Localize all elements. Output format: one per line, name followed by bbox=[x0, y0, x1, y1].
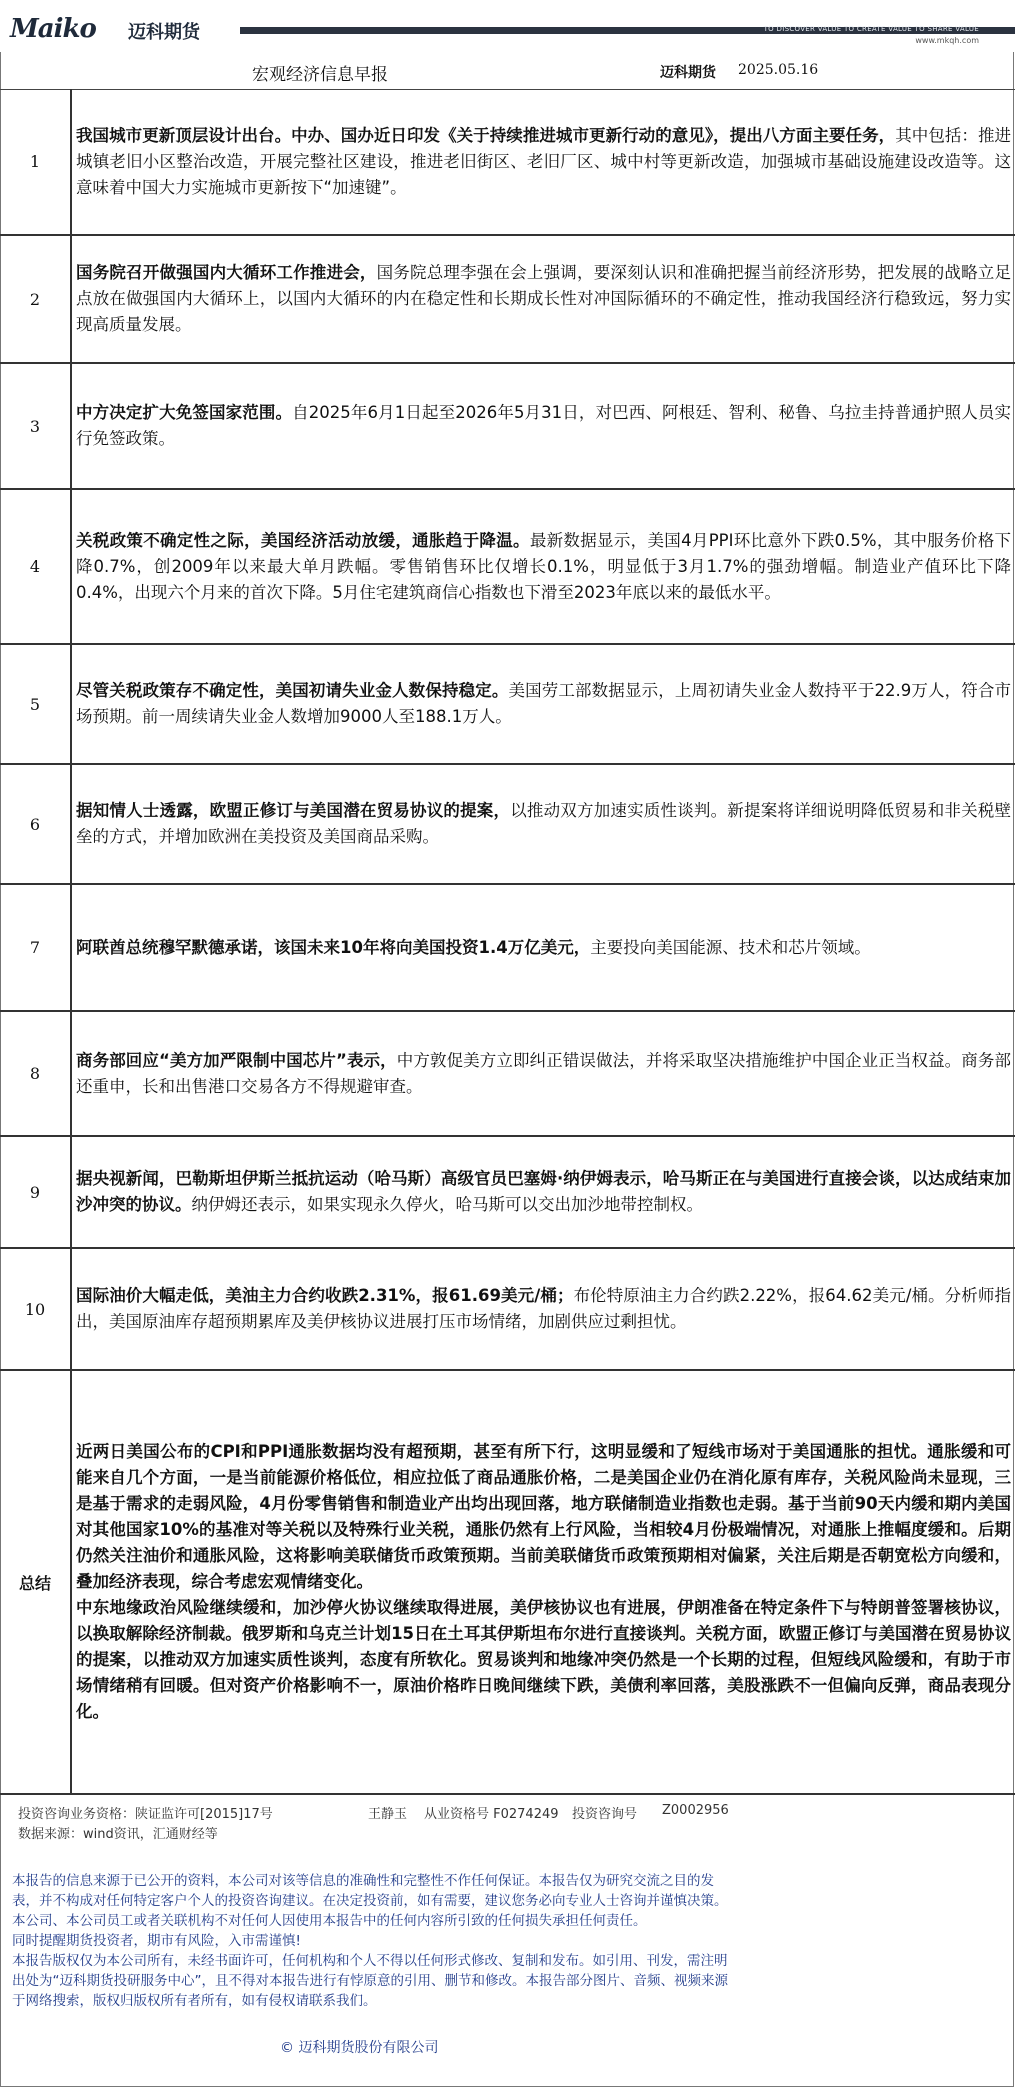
item-text bbox=[76, 678, 1011, 730]
item-number: 1 bbox=[0, 89, 72, 234]
advisory-label: 投资咨询号 bbox=[572, 1807, 638, 1822]
item-headline: 国际油价大幅走低，美油主力合约收跌2.31%，报61.69美元/桶； bbox=[76, 1286, 574, 1305]
item-number: 4 bbox=[0, 490, 72, 643]
item-headline: 中方决定扩大免签国家范围。 bbox=[76, 403, 293, 422]
item-text bbox=[76, 260, 1011, 338]
advisory-number: Z0002956 bbox=[662, 1803, 729, 1818]
news-item bbox=[0, 1249, 1015, 1371]
item-text bbox=[76, 1048, 1011, 1100]
item-number: 10 bbox=[0, 1249, 72, 1369]
logo-wordmark: Maiko bbox=[10, 14, 96, 44]
item-body: 纳伊姆还表示，如果实现永久停火，哈马斯可以交出加沙地带控制权。 bbox=[191, 1195, 703, 1214]
report-title-row bbox=[0, 52, 1015, 90]
news-item bbox=[0, 89, 1015, 236]
report-source: 迈科期货 bbox=[660, 65, 716, 81]
header-slogan: TO DISCOVER VALUE TO CREATE VALUE TO SHARE VALUE bbox=[763, 25, 979, 33]
summary-paragraph: 近两日美国公布的CPI和PPI通胀数据均没有超预期，甚至有所下行，这明显缓和了短线市场对于美国通胀的担忧。通胀缓和可能来自几个方面，一是当前能源价格低位，相应拉低了商品通胀价格，二是美国企业仍在消化原有库存，关税风险尚未显现，三是基于需求的走弱风险，4月份零售销售和制造业产出均出现回落，地方联储制造业指数也走弱。基于当前90天内缓和期内美国对其他国家10%的基准对等关税以及特殊行业关税，通胀仍然有上行风险，当相较4月份极端情况，对通胀上推幅度缓和。后期仍然关注油价和通胀风险，这将影响美联储货币政策预期。当前美联储货币政策预期相对偏紧，关注后期是否朝宽松方向缓和，叠加经济表现，综合考虑宏观情绪变化。 bbox=[76, 1442, 1011, 1591]
page-header bbox=[0, 0, 1015, 52]
news-item bbox=[0, 490, 1015, 645]
analyst-name: 王静玉 bbox=[368, 1807, 408, 1822]
item-headline: 据央视新闻，巴勒斯坦伊斯兰抵抗运动（哈马斯）高级官员巴塞姆·纳伊姆表示，哈马斯正在与美国进行直接会谈，以达成结束加沙冲突的协议。 bbox=[76, 1169, 1011, 1214]
item-number: 8 bbox=[0, 1012, 72, 1135]
logo-chinese-name: 迈科期货 bbox=[128, 22, 200, 43]
summary-row bbox=[0, 1371, 1015, 1795]
summary-label: 总结 bbox=[0, 1371, 72, 1793]
news-item bbox=[0, 236, 1015, 364]
item-text bbox=[76, 1166, 1011, 1218]
item-text bbox=[76, 528, 1011, 606]
news-item bbox=[0, 885, 1015, 1012]
item-text bbox=[76, 1283, 1011, 1335]
item-headline: 关税政策不确定性之际，美国经济活动放缓，通胀趋于降温。 bbox=[76, 530, 530, 550]
item-text bbox=[76, 935, 871, 961]
qualification-text: 投资咨询业务资格：陕证监许可[2015]17号 bbox=[18, 1807, 273, 1822]
news-item bbox=[0, 364, 1015, 490]
company-copyright: © 迈科期货股份有限公司 bbox=[280, 2040, 439, 2056]
item-headline: 阿联酋总统穆罕默德承诺，该国未来10年将向美国投资1.4万亿美元， bbox=[76, 937, 591, 957]
item-headline: 商务部回应“美方加严限制中国芯片”表示， bbox=[76, 1050, 397, 1070]
disclaimer bbox=[12, 1871, 736, 2011]
copyright-notice: 本报告版权仅为本公司所有，未经书面许可，任何机构和个人不得以任何形式修改、复制和发布。如引用、刊发，需注明出处为“迈科期货投研服务中心”，且不得对本报告进行有悖原意的引用、删节和修改。本报告部分图片、音频、视频来源于网络搜索，版权归版权所有者所有，如有侵权请联系我们。 bbox=[12, 1953, 728, 2009]
item-body: 美国劳工部数据显示，上周初请失业金人数持平于22.9万人，符合市场预期。前一周续请失业金人数增加9000人至188.1万人。 bbox=[76, 681, 1011, 726]
data-source: 数据来源：wind资讯，汇通财经等 bbox=[18, 1827, 218, 1842]
item-body: 主要投向美国能源、技术和芯片领域。 bbox=[590, 937, 871, 957]
analyst-license: 从业资格号 F0274249 bbox=[424, 1807, 559, 1822]
item-number: 7 bbox=[0, 885, 72, 1010]
item-headline: 我国城市更新顶层设计出台。中办、国办近日印发《关于持续推进城市更新行动的意见》，提出八方面主要任务， bbox=[76, 125, 896, 145]
item-body: 以推动双方加速实质性谈判。新提案将详细说明降低贸易和非关税壁垒的方式，并增加欧洲在美投资及美国商品采购。 bbox=[76, 801, 1012, 846]
item-number: 6 bbox=[0, 765, 72, 883]
news-item bbox=[0, 765, 1015, 885]
header-website: www.mkqh.com bbox=[915, 36, 979, 45]
item-body: 布伦特原油主力合约跌2.22%，报64.62美元/桶。分析师指出，美国原油库存超预期累库及美伊核协议进展打压市场情绪，加剧供应过剩担忧。 bbox=[76, 1286, 1011, 1331]
news-item bbox=[0, 645, 1015, 765]
item-number: 9 bbox=[0, 1137, 72, 1247]
item-body: 其中包括：推进城镇老旧小区整治改造，开展完整社区建设，推进老旧街区、老旧厂区、城中村等更新改造，加强城市基础设施建设改造等。这意味着中国大力实施城市更新按下“加速键”。 bbox=[76, 125, 1012, 197]
item-headline: 国务院召开做强国内大循环工作推进会， bbox=[76, 263, 377, 282]
item-body: 中方敦促美方立即纠正错误做法，并将采取坚决措施维护中国企业正当权益。商务部还重申，长和出售港口交易各方不得规避审查。 bbox=[76, 1050, 1011, 1096]
risk-warning: 同时提醒期货投资者，期市有风险，入市需谨慎! bbox=[12, 1933, 301, 1949]
item-text bbox=[76, 400, 1011, 452]
item-number: 3 bbox=[0, 364, 72, 488]
item-headline: 尽管关税政策存不确定性，美国初请失业金人数保持稳定。 bbox=[76, 681, 509, 700]
report-title: 宏观经济信息早报 bbox=[252, 65, 388, 85]
item-text bbox=[76, 798, 1011, 850]
disclaimer-paragraph: 本报告的信息来源于已公开的资料，本公司对该等信息的准确性和完整性不作任何保证。本报告仅为研究交流之目的发表，并不构成对任何特定客户个人的投资咨询建议。在决定投资前，如有需要，建议您务必向专业人士咨询并谨慎决策。本公司、本公司员工或者关联机构不对任何人因使用本报告中的任何内容所引致的任何损失承担任何责任。 bbox=[12, 1873, 728, 1929]
item-headline: 据知情人士透露，欧盟正修订与美国潜在贸易协议的提案， bbox=[76, 801, 511, 820]
company-logo bbox=[10, 14, 240, 42]
item-body: 国务院总理李强在会上强调，要深刻认识和准确把握当前经济形势，把发展的战略立足点放在做强国内大循环上，以国内大循环的内在稳定性和长期成长性对冲国际循环的不确定性，推动我国经济行稳致远，努力实现高质量发展。 bbox=[76, 263, 1012, 334]
item-number: 5 bbox=[0, 645, 72, 763]
news-item bbox=[0, 1137, 1015, 1249]
report-date: 2025.05.16 bbox=[738, 62, 819, 78]
item-body: 最新数据显示，美国4月PPI环比意外下跌0.5%，其中服务价格下降0.7%，创2009年以来最大单月跌幅。零售销售环比仅增长0.1%，明显低于3月1.7%的强劲增幅。制造业产值环比下降0.4%，出现六个月来的首次下降。5月住宅建筑商信心指数也下滑至2023年底以来的最低水平。 bbox=[76, 530, 1011, 602]
item-body: 自2025年6月1日起至2026年5月31日，对巴西、阿根廷、智利、秘鲁、乌拉圭持普通护照人员实行免签政策。 bbox=[76, 403, 1011, 448]
news-item bbox=[0, 1012, 1015, 1137]
item-text bbox=[76, 123, 1011, 201]
item-number: 2 bbox=[0, 236, 72, 362]
summary-paragraph: 中东地缘政治风险继续缓和，加沙停火协议继续取得进展，美伊核协议也有进展，伊朗准备在特定条件下与特朗普签署核协议，以换取解除经济制裁。俄罗斯和乌克兰计划15日在土耳其伊斯坦布尔进行直接谈判。关税方面，欧盟正修订与美国潜在贸易协议的提案，以推动双方加速实质性谈判，态度有所软化。贸易谈判和地缘冲突仍然是一个长期的过程，但短线风险缓和，有助于市场情绪稍有回暖。但对资产价格影响不一，原油价格昨日晚间继续下跌，美债利率回落，美股涨跌不一但偏向反弹，商品表现分化。 bbox=[76, 1598, 1011, 1721]
